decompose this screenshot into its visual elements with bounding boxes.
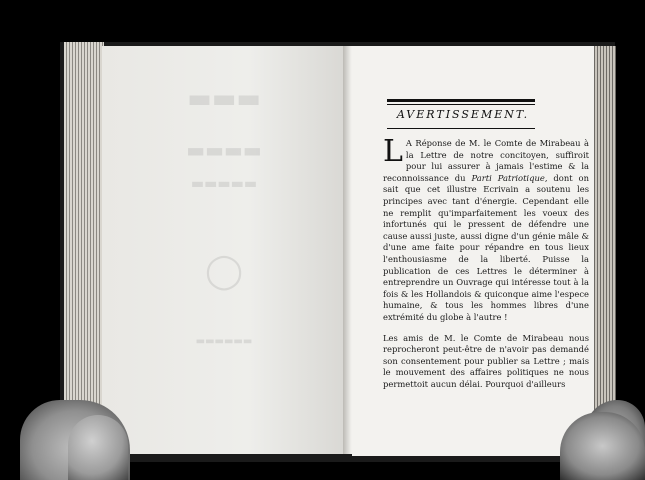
left-page bbox=[102, 46, 346, 454]
show-through-title: ▬▬▬ bbox=[187, 84, 261, 114]
show-through-ornament: ◯ bbox=[204, 251, 244, 291]
glove-right-thumb bbox=[560, 412, 645, 480]
heading-rule-bottom bbox=[387, 128, 535, 129]
page-body bbox=[383, 134, 589, 390]
heading-rule-thick bbox=[387, 99, 535, 102]
page-heading: AVERTISSEMENT. bbox=[396, 108, 530, 121]
show-through-line: ▬▬▬▬ bbox=[186, 138, 262, 162]
drop-cap: L bbox=[383, 134, 403, 169]
glove-left-thumb bbox=[68, 415, 128, 480]
heading-rule-thin bbox=[387, 104, 535, 105]
paragraph-1-text: A Réponse de M. le Comte de Mirabeau à la Lettre de notre concitoyen, suffiroit pour lui assurer à jamais l'estime & la reconnoissance du bbox=[383, 138, 589, 183]
paragraph-1-rest: , dont on sait que cet illustre Ecrivain a soutenu les principes avec tant d'énergie. Cependant elle ne remplit qu'imparfaitement les voeux des infortunés qui le pressent de défendre une cause aussi juste, aussi digne d'un génie mâle & d'une ame faite pour répandre en tous lieux l'enthousiasme de la liberté. Puisse la publication de ces Lettres le déterminer à entreprendre un Ouvrage qui intéresse tout à la fois & les Hollandois & quiconque aime l'espece humaine, & tous les hommes libres d'une extrémité du globe à l'autre ! bbox=[383, 172, 589, 322]
paragraph-1-italic: Parti Patriotique bbox=[471, 172, 545, 183]
page-edges-right bbox=[592, 46, 616, 456]
show-through-line: ▬▬▬▬▬▬ bbox=[195, 336, 253, 347]
page-edges-left bbox=[64, 42, 104, 462]
paragraph-1 bbox=[383, 134, 589, 324]
show-through-line: ▬▬▬▬▬ bbox=[190, 176, 258, 192]
paragraph-2: Les amis de M. le Comte de Mirabeau nous reprocheront peut-être de n'avoir pas demandé son consentement pour publier sa Lettre ; mais le mouvement des affaires politiques ne nous permettoit aucun délai. Pourquoi d'ailleurs bbox=[383, 332, 589, 389]
